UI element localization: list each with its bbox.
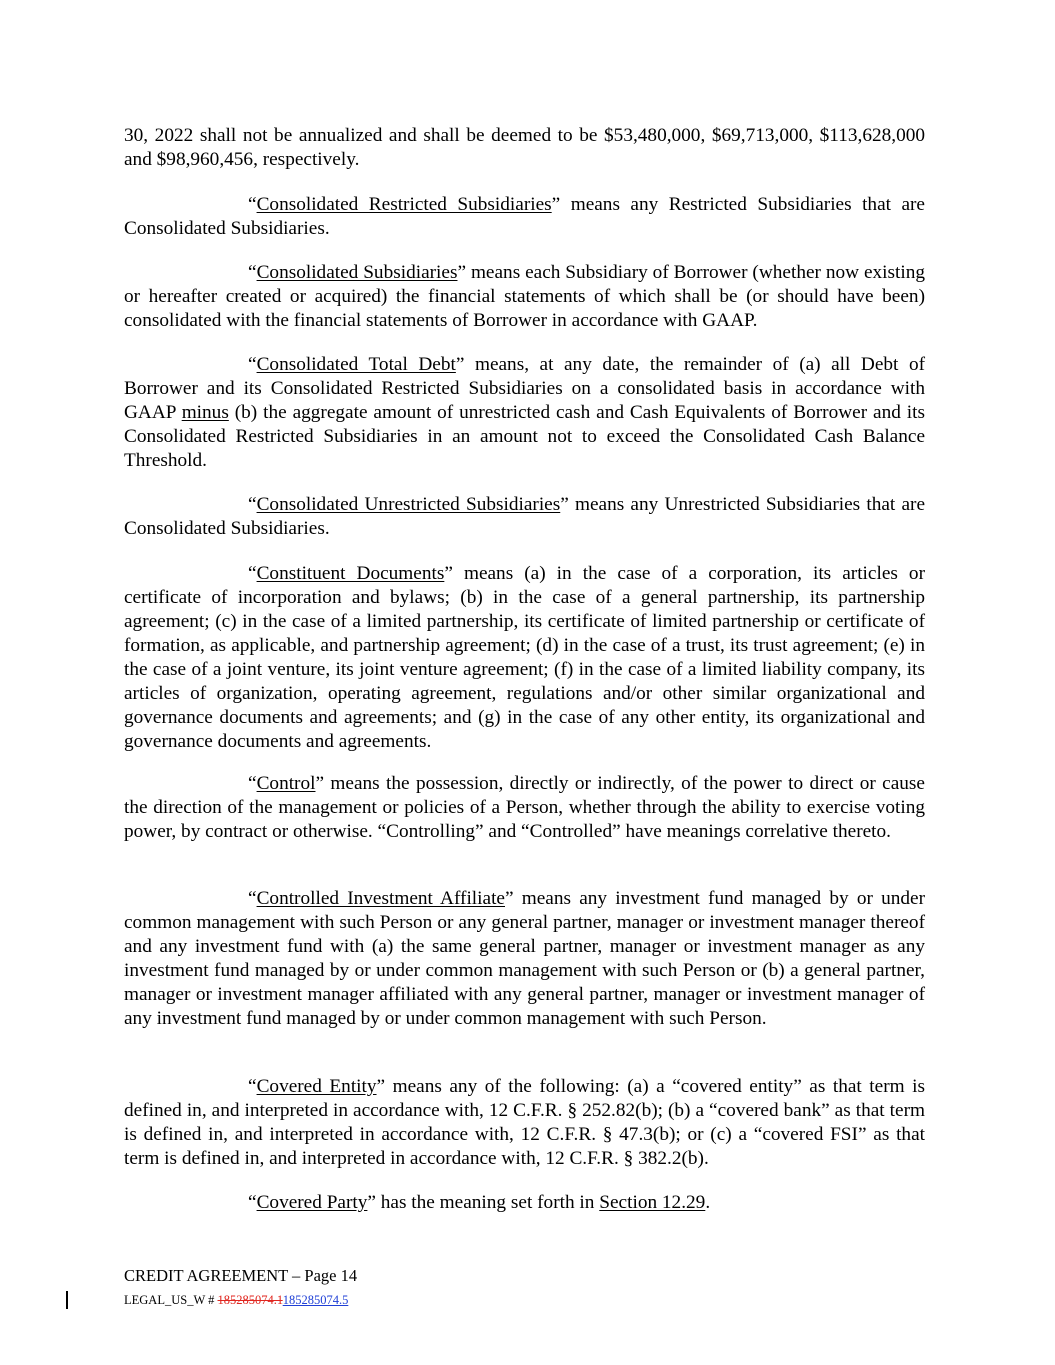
open-quote: “ <box>248 1076 257 1097</box>
defined-term: Consolidated Restricted Subsidiaries <box>256 194 552 215</box>
defined-term: Constituent Documents <box>256 563 445 584</box>
defined-term: Control <box>256 773 316 794</box>
definition-text: ” means any Restricted Subsidiaries that are Consolidated Subsidiaries. <box>124 194 925 239</box>
footer-page-label: CREDIT AGREEMENT – Page 14 <box>124 1266 358 1285</box>
definition-text: ” means any of the following: (a) a “covered entity” as that term is defined in, and interpreted in accordance with, 12 C.F.R. § 252.82(b); (b) a “covered bank” as that term is defined in, and interpreted in accordance with, 12 C.F.R. § 47.3(b); or (c) a “covered FSI” as that term is defined in, and interpreted in accordance with, 12 C.F.R. § 382.2(b). <box>124 1076 925 1169</box>
definition-end: . <box>705 1192 711 1213</box>
minus-term: minus <box>181 402 229 423</box>
defined-term: Consolidated Total Debt <box>256 354 456 375</box>
definition-text: ” means any investment fund managed by or under common management with such Person or any general partner, manager or investment manager thereof and any investment fund with (a) the same general partner, manager or investment manager as any investment fund managed by or under common management with such Person or (b) a general partner, manager or investment manager affiliated with any general partner, manager or investment manager of any investment fund managed by or under common management with such Person. <box>124 888 925 1029</box>
document-id-prefix: LEGAL_US_W # <box>124 1293 218 1307</box>
defined-term: Consolidated Subsidiaries <box>256 262 458 283</box>
definition-text: ” means each Subsidiary of Borrower (whether now existing or hereafter created or acquired) the financial statements of which shall be (or should have been) consolidated with the financial statements of Borrower in accordance with GAAP. <box>124 262 925 331</box>
paragraph-text: 30, 2022 shall not be annualized and shall be deemed to be $53,480,000, $69,713,000, $113,628,000 and $98,960,456, respectively. <box>124 125 925 170</box>
definition-text: ” has the meaning set forth in <box>367 1192 600 1213</box>
open-quote: “ <box>248 773 257 794</box>
inserted-document-number: 185285074.5 <box>282 1293 349 1307</box>
definition-consolidated-restricted-subsidiaries <box>124 193 925 241</box>
definition-text: ” means any Unrestricted Subsidiaries that are Consolidated Subsidiaries. <box>124 494 925 539</box>
revision-change-bar <box>66 1291 68 1309</box>
definition-constituent-documents <box>124 562 925 754</box>
definition-text-continued: (b) the aggregate amount of unrestricted cash and Cash Equivalents of Borrower and its Consolidated Restricted Subsidiaries in an amount not to exceed the Consolidated Cash Balance Threshold. <box>124 402 925 471</box>
open-quote: “ <box>248 262 257 283</box>
footer-document-id <box>124 1292 348 1308</box>
definition-consolidated-unrestricted-subsidiaries <box>124 493 925 541</box>
open-quote: “ <box>248 494 257 515</box>
open-quote: “ <box>248 194 257 215</box>
section-reference-link[interactable]: Section 12.29 <box>599 1192 706 1213</box>
definition-covered-entity <box>124 1075 925 1171</box>
paragraph-continuation <box>124 124 925 172</box>
definition-text: ” means, at any date, the remainder of (a) all Debt of Borrower and its Consolidated Restricted Subsidiaries on a consolidated basis in accordance with GAAP <box>124 354 926 423</box>
definition-controlled-investment-affiliate <box>124 887 925 1031</box>
definition-text: ” means the possession, directly or indirectly, of the power to direct or cause the direction of the management or policies of a Person, whether through the ability to exercise voting power, by contract or otherwise. “Controlling” and “Controlled” have meanings correlative thereto. <box>124 773 925 842</box>
defined-term: Covered Party <box>256 1192 368 1213</box>
open-quote: “ <box>248 354 257 375</box>
defined-term: Consolidated Unrestricted Subsidiaries <box>256 494 561 515</box>
defined-term: Covered Entity <box>256 1076 377 1097</box>
open-quote: “ <box>248 888 257 909</box>
open-quote: “ <box>248 563 257 584</box>
open-quote: “ <box>248 1192 257 1213</box>
definition-covered-party <box>124 1191 925 1215</box>
defined-term: Controlled Investment Affiliate <box>256 888 505 909</box>
definition-consolidated-subsidiaries <box>124 261 925 333</box>
deleted-document-number: 185285074.1 <box>217 1293 283 1307</box>
definition-control <box>124 772 925 844</box>
definition-text: ” means (a) in the case of a corporation, its articles or certificate of incorporation and bylaws; (b) in the case of a general partnership, its partnership agreement; (c) in the case of a limited partnership, its certificate of limited partnership or certificate of formation, as applicable, and partnership agreement; (d) in the case of a trust, its trust agreement; (e) in the case of a joint venture, its joint venture agreement; (f) in the case of a limited liability company, its articles of organization, operating agreement, regulations and/or other similar organizational and governance documents and agreements; and (g) in the case of any other entity, its organizational and governance documents and agreements. <box>124 563 925 752</box>
definition-consolidated-total-debt <box>124 353 925 473</box>
